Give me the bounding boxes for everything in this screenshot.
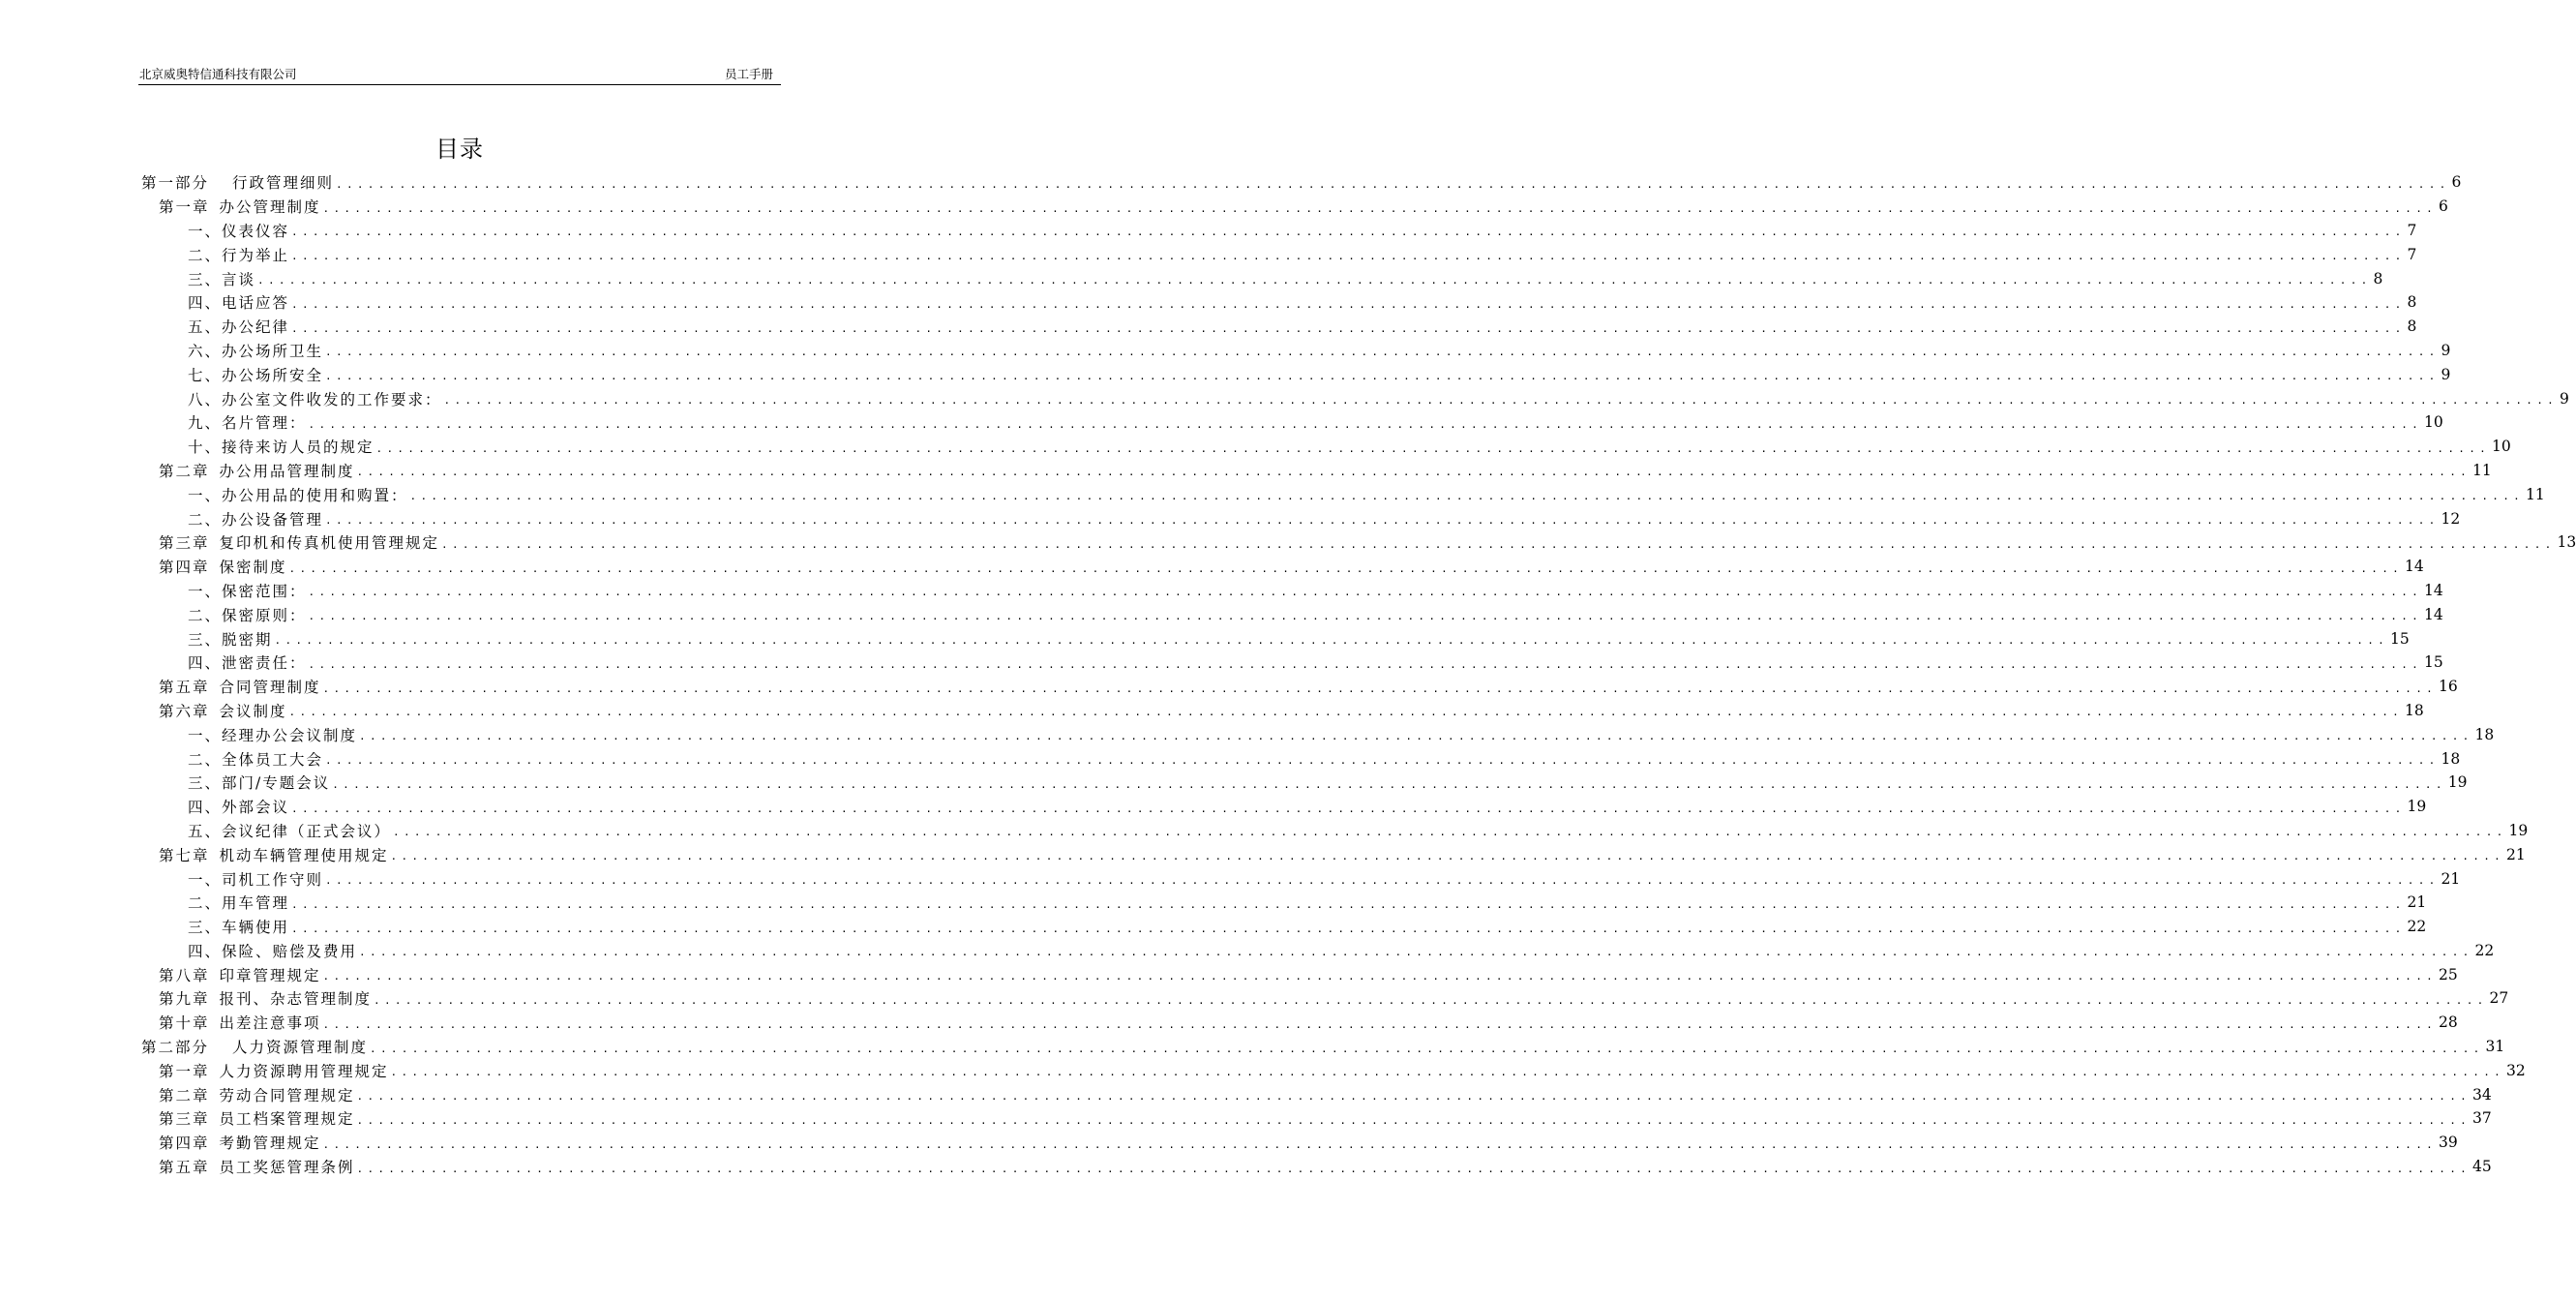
toc-entry-text: 出差注意事项: [219, 1014, 321, 1033]
toc-entry-label: [188, 364, 323, 385]
toc-entry-label: [188, 940, 357, 961]
toc-page-number: 37: [2472, 1109, 2492, 1128]
toc-entry-label: [188, 820, 391, 841]
toc-entry-number: 十、: [188, 439, 223, 457]
table-of-contents: [141, 170, 2576, 1178]
toc-entry-label: [188, 748, 323, 770]
toc-entry-label: [188, 868, 323, 890]
toc-leader-dots: ........................................................................................................................................................................................................: [325, 874, 2440, 887]
toc-entry-text: 机动车辆管理使用规定: [219, 846, 389, 864]
toc-entry[interactable]: [141, 242, 2417, 266]
toc-entry-number: 第二章: [159, 462, 210, 480]
toc-entry-text: 保密制度: [219, 559, 287, 577]
toc-leader-dots: ........................................................................................................................................................................................................: [308, 417, 2423, 431]
toc-leader-dots: ........................................................................................................................................................................................................: [288, 561, 2404, 575]
toc-entry-text: 脱密期: [222, 630, 273, 649]
toc-entry-label: [159, 531, 439, 553]
toc-entry-number: 二、: [188, 750, 223, 769]
toc-page-number: 8: [2407, 318, 2417, 336]
toc-entry-label: [141, 171, 334, 193]
toc-entry-label: [159, 460, 355, 481]
page-title: 目录: [435, 136, 484, 163]
toc-page-number: 7: [2407, 245, 2417, 263]
toc-entry[interactable]: [141, 891, 2427, 915]
toc-entry-number: 第二章: [159, 1086, 210, 1104]
toc-entry-label: [159, 1132, 321, 1153]
toc-entry-label: [159, 987, 372, 1009]
toc-entry-label: [188, 604, 307, 625]
toc-leader-dots: ........................................................................................................................................................................................................: [291, 321, 2406, 335]
toc-entry[interactable]: [141, 435, 2511, 459]
toc-entry-text: 人力资源管理制度: [232, 1039, 369, 1057]
toc-page-number: 13: [2557, 533, 2576, 552]
toc-page-number: 14: [2424, 581, 2443, 599]
toc-entry-text: 行为举止: [222, 246, 290, 264]
toc-entry[interactable]: [141, 386, 2569, 410]
toc-leader-dots: ........................................................................................................................................................................................................: [374, 993, 2488, 1007]
toc-entry-text: 报刊、杂志管理制度: [219, 990, 373, 1009]
toc-leader-dots: ........................................................................................................................................................................................................: [370, 1042, 2484, 1055]
toc-entry-number: 第一章: [159, 1062, 210, 1080]
toc-entry-label: [159, 1107, 355, 1129]
toc-entry-text: 部门/专题会议: [222, 774, 331, 793]
toc-leader-dots: ........................................................................................................................................................................................................: [443, 394, 2559, 408]
toc-entry-label: [141, 1036, 368, 1057]
toc-leader-dots: ........................................................................................................................................................................................................: [393, 826, 2507, 839]
toc-leader-dots: ........................................................................................................................................................................................................: [291, 297, 2406, 311]
toc-entry-label: [188, 411, 307, 433]
toc-page-number: 10: [2424, 413, 2443, 432]
toc-page-number: 18: [2441, 749, 2461, 768]
header-document-name: 员工手册: [724, 67, 773, 81]
toc-entry-label: [188, 388, 442, 409]
toc-page-number: 11: [2526, 485, 2545, 503]
toc-leader-dots: ........................................................................................................................................................................................................: [257, 274, 2372, 287]
toc-page-number: 19: [2447, 773, 2468, 792]
toc-entry-text: 办公用品的使用和购置：: [222, 486, 408, 504]
toc-entry-text: 车辆使用: [222, 919, 290, 937]
toc-entry[interactable]: [141, 722, 2495, 746]
toc-entry[interactable]: [141, 1155, 2492, 1179]
toc-leader-dots: ........................................................................................................................................................................................................: [322, 201, 2438, 215]
toc-entry-number: 八、: [188, 390, 223, 408]
toc-leader-dots: ........................................................................................................................................................................................................: [336, 177, 2450, 191]
toc-entry-text: 言谈: [222, 270, 256, 288]
toc-entry[interactable]: [141, 699, 2424, 723]
toc-entry-text: 办公纪律: [222, 318, 290, 337]
toc-page-number: 16: [2439, 678, 2458, 696]
toc-page-number: 15: [2424, 653, 2443, 672]
toc-entry-text: 复印机和传真机使用管理规定: [219, 534, 440, 553]
toc-entry-label: [159, 556, 287, 577]
toc-entry[interactable]: [141, 842, 2526, 866]
toc-entry-label: [188, 772, 330, 793]
toc-page-number: 6: [2439, 197, 2448, 216]
toc-entry-number: 第三章: [159, 534, 210, 553]
toc-entry-text: 保密原则：: [222, 606, 307, 624]
toc-entry-number: 二、: [188, 510, 223, 529]
toc-leader-dots: ........................................................................................................................................................................................................: [356, 1162, 2471, 1175]
toc-entry-label: [188, 220, 289, 241]
toc-entry[interactable]: [141, 1082, 2492, 1106]
toc-entry-text: 接待来访人员的规定: [222, 439, 374, 457]
toc-page-number: 32: [2506, 1061, 2526, 1079]
header-company-name: 北京威奥特信通科技有限公司: [139, 67, 297, 81]
toc-entry[interactable]: [141, 579, 2443, 603]
toc-entry[interactable]: [141, 819, 2529, 843]
toc-entry-number: 一、: [188, 582, 223, 600]
toc-entry-number: 七、: [188, 366, 223, 384]
toc-entry-text: 会议纪律（正式会议）: [222, 822, 392, 840]
toc-leader-dots: ........................................................................................................................................................................................................: [325, 370, 2440, 383]
toc-entry-number: 第六章: [159, 702, 210, 720]
toc-entry-number: 二、: [188, 894, 223, 913]
toc-entry-text: 员工档案管理规定: [219, 1110, 355, 1129]
toc-entry[interactable]: [141, 650, 2443, 675]
toc-leader-dots: ........................................................................................................................................................................................................: [291, 922, 2406, 935]
toc-entry[interactable]: [141, 219, 2417, 243]
toc-entry-number: 第二部分: [141, 1039, 210, 1057]
toc-entry[interactable]: [141, 1106, 2492, 1131]
toc-entry-text: 办公用品管理制度: [219, 462, 355, 480]
toc-entry[interactable]: [141, 315, 2417, 339]
toc-entry-text: 人力资源聘用管理规定: [219, 1062, 389, 1080]
toc-page-number: 21: [2441, 869, 2461, 888]
toc-entry-label: [159, 700, 287, 721]
toc-entry-number: 五、: [188, 318, 223, 337]
toc-leader-dots: ........................................................................................................................................................................................................: [322, 1137, 2438, 1151]
toc-entry[interactable]: [141, 410, 2443, 435]
toc-entry[interactable]: [141, 530, 2576, 555]
toc-entry[interactable]: [141, 1035, 2505, 1059]
toc-page-number: 22: [2474, 941, 2495, 959]
toc-leader-dots: ........................................................................................................................................................................................................: [322, 681, 2438, 695]
toc-entry-number: 三、: [188, 270, 223, 288]
toc-page-number: 19: [2508, 821, 2529, 839]
toc-entry-label: [188, 436, 374, 457]
toc-entry-text: 外部会议: [222, 799, 290, 817]
toc-entry-number: 一、: [188, 870, 223, 889]
toc-page-number: 18: [2474, 725, 2495, 743]
toc-page-number: 10: [2492, 438, 2511, 456]
toc-page-number: 21: [2506, 845, 2526, 863]
toc-entry-number: 三、: [188, 630, 223, 649]
toc-page-number: 39: [2439, 1134, 2458, 1152]
toc-entry-text: 办公场所安全: [222, 366, 324, 384]
toc-entry[interactable]: [141, 1058, 2526, 1082]
toc-entry-number: 三、: [188, 919, 223, 937]
toc-entry[interactable]: [141, 459, 2492, 483]
toc-entry-number: 一、: [188, 222, 223, 240]
toc-entry[interactable]: [141, 746, 2461, 771]
toc-entry-number: 第十章: [159, 1014, 210, 1033]
toc-entry-text: 办公室文件收发的工作要求：: [222, 390, 442, 408]
toc-entry-label: [188, 724, 357, 745]
toc-entry[interactable]: [141, 962, 2458, 986]
toc-entry[interactable]: [141, 1011, 2458, 1035]
toc-page-number: 14: [2424, 605, 2443, 623]
toc-entry[interactable]: [141, 195, 2448, 219]
toc-entry-number: 二、: [188, 606, 223, 624]
toc-entry[interactable]: [141, 626, 2410, 650]
toc-entry[interactable]: [141, 482, 2545, 506]
toc-entry-label: [188, 651, 307, 673]
toc-entry-number: 第七章: [159, 846, 210, 864]
toc-entry-number: 四、: [188, 799, 223, 817]
toc-page-number: 15: [2390, 629, 2410, 648]
toc-entry-text: 司机工作守则: [222, 870, 324, 889]
toc-entry[interactable]: [141, 675, 2458, 699]
toc-page-number: 7: [2407, 221, 2417, 239]
toc-leader-dots: ........................................................................................................................................................................................................: [441, 537, 2556, 551]
toc-entry-text: 经理办公会议制度: [222, 726, 358, 744]
toc-page-number: 19: [2407, 798, 2427, 816]
toc-entry-label: [188, 340, 323, 361]
toc-entry-number: 第九章: [159, 990, 210, 1009]
toc-page-number: 21: [2407, 893, 2427, 912]
toc-leader-dots: ........................................................................................................................................................................................................: [322, 970, 2438, 983]
toc-entry-text: 办公场所卫生: [222, 342, 324, 360]
toc-entry-number: 四、: [188, 294, 223, 313]
toc-entry[interactable]: [141, 339, 2451, 363]
toc-entry-label: [188, 508, 323, 529]
toc-page-number: 27: [2489, 989, 2509, 1008]
toc-entry-text: 会议制度: [219, 702, 287, 720]
toc-entry-label: [188, 484, 408, 505]
toc-entry-label: [159, 964, 321, 985]
toc-leader-dots: ........................................................................................................................................................................................................: [288, 706, 2404, 719]
toc-entry[interactable]: [141, 866, 2461, 891]
toc-entry-text: 全体员工大会: [222, 750, 324, 769]
toc-entry-label: [159, 676, 321, 697]
toc-leader-dots: ........................................................................................................................................................................................................: [308, 657, 2423, 671]
toc-entry-number: 二、: [188, 246, 223, 264]
toc-entry-number: 第一部分: [141, 174, 210, 193]
toc-entry-number: 九、: [188, 414, 223, 433]
toc-entry-label: [188, 316, 289, 337]
toc-entry-label: [159, 1156, 355, 1177]
toc-entry-text: 仪表仪容: [222, 222, 290, 240]
toc-entry-number: 六、: [188, 342, 223, 360]
toc-entry[interactable]: [141, 939, 2495, 963]
toc-entry-number: 第四章: [159, 1135, 210, 1153]
toc-page-number: 9: [2441, 341, 2451, 359]
toc-entry-number: 第一章: [159, 198, 210, 217]
toc-entry-text: 保密范围：: [222, 582, 307, 600]
toc-entry-text: 合同管理制度: [219, 679, 321, 697]
toc-leader-dots: ........................................................................................................................................................................................................: [325, 514, 2440, 528]
toc-entry-text: 行政管理细则: [232, 174, 335, 193]
toc-leader-dots: ........................................................................................................................................................................................................: [356, 1113, 2471, 1127]
toc-entry-text: 办公管理制度: [219, 198, 321, 217]
toc-entry-number: 第四章: [159, 559, 210, 577]
toc-leader-dots: ........................................................................................................................................................................................................: [390, 850, 2505, 863]
toc-entry-label: [159, 196, 321, 217]
toc-entry[interactable]: [141, 602, 2443, 626]
toc-leader-dots: ........................................................................................................................................................................................................: [356, 466, 2471, 479]
toc-entry-label: [159, 844, 389, 865]
toc-page-number: 34: [2472, 1085, 2492, 1104]
toc-entry-label: [188, 916, 289, 937]
toc-entry-number: 三、: [188, 774, 223, 793]
toc-page-number: 8: [2373, 269, 2383, 287]
toc-entry[interactable]: [141, 506, 2461, 530]
toc-leader-dots: ........................................................................................................................................................................................................: [390, 1066, 2505, 1079]
toc-entry-number: 四、: [188, 654, 223, 673]
toc-entry[interactable]: [141, 362, 2451, 386]
toc-page-number: 14: [2405, 558, 2424, 576]
toc-leader-dots: ........................................................................................................................................................................................................: [359, 946, 2473, 959]
toc-page-number: 9: [2560, 389, 2569, 408]
toc-entry-text: 印章管理规定: [219, 966, 321, 984]
toc-entry-text: 保险、赔偿及费用: [222, 942, 358, 960]
toc-entry-text: 员工奖惩管理条例: [219, 1159, 355, 1177]
toc-entry-label: [188, 291, 289, 313]
toc-leader-dots: ........................................................................................................................................................................................................: [308, 610, 2423, 623]
toc-entry-text: 办公设备管理: [222, 510, 324, 529]
toc-entry-text: 考勤管理规定: [219, 1135, 321, 1153]
toc-entry-text: 泄密责任：: [222, 654, 307, 673]
toc-page-number: 11: [2472, 461, 2492, 479]
toc-page-number: 9: [2441, 365, 2451, 383]
toc-entry-number: 五、: [188, 822, 223, 840]
toc-entry-label: [159, 1012, 321, 1033]
toc-entry[interactable]: [141, 290, 2417, 315]
toc-entry-number: 第八章: [159, 966, 210, 984]
toc-entry-label: [188, 268, 255, 289]
toc-entry-text: 用车管理: [222, 894, 290, 913]
toc-entry-number: 一、: [188, 726, 223, 744]
toc-entry[interactable]: [141, 771, 2468, 795]
toc-leader-dots: ........................................................................................................................................................................................................: [409, 490, 2525, 503]
toc-page-number: 31: [2485, 1038, 2505, 1056]
toc-entry-label: [188, 628, 273, 650]
toc-entry-number: 四、: [188, 942, 223, 960]
toc-entry-label: [188, 796, 289, 817]
toc-leader-dots: ........................................................................................................................................................................................................: [322, 1017, 2438, 1031]
toc-leader-dots: ........................................................................................................................................................................................................: [274, 634, 2389, 648]
toc-leader-dots: ........................................................................................................................................................................................................: [359, 730, 2473, 743]
toc-entry-number: 一、: [188, 486, 223, 504]
toc-page-number: 6: [2451, 173, 2462, 192]
toc-entry-number: 第三章: [159, 1110, 210, 1129]
toc-entry[interactable]: [141, 170, 2462, 195]
toc-entry-number: 第五章: [159, 1159, 210, 1177]
toc-leader-dots: ........................................................................................................................................................................................................: [325, 754, 2440, 768]
toc-entry-text: 电话应答: [222, 294, 290, 313]
toc-entry-text: 名片管理：: [222, 414, 307, 433]
toc-entry-label: [188, 244, 289, 265]
toc-leader-dots: ........................................................................................................................................................................................................: [325, 346, 2440, 359]
toc-leader-dots: ........................................................................................................................................................................................................: [291, 897, 2406, 911]
toc-entry[interactable]: [141, 986, 2509, 1011]
toc-leader-dots: ........................................................................................................................................................................................................: [308, 586, 2423, 599]
toc-page-number: 18: [2405, 701, 2424, 719]
toc-entry[interactable]: [141, 795, 2427, 819]
toc-leader-dots: ........................................................................................................................................................................................................: [291, 250, 2406, 263]
toc-entry-number: 第五章: [159, 679, 210, 697]
toc-entry[interactable]: [141, 915, 2427, 939]
page-header: [138, 64, 781, 85]
toc-page-number: 25: [2439, 965, 2458, 983]
toc-leader-dots: ........................................................................................................................................................................................................: [291, 802, 2406, 815]
toc-leader-dots: ........................................................................................................................................................................................................: [356, 1090, 2471, 1104]
toc-entry[interactable]: [141, 1131, 2458, 1155]
toc-entry[interactable]: [141, 266, 2383, 290]
toc-leader-dots: ........................................................................................................................................................................................................: [332, 777, 2446, 791]
toc-leader-dots: ........................................................................................................................................................................................................: [291, 226, 2406, 239]
toc-page-number: 45: [2472, 1158, 2492, 1176]
toc-entry-label: [159, 1084, 355, 1105]
toc-entry-label: [188, 892, 289, 913]
toc-page-number: 12: [2441, 509, 2461, 528]
toc-entry-text: 劳动合同管理规定: [219, 1086, 355, 1104]
toc-page-number: 22: [2407, 918, 2427, 936]
toc-page-number: 8: [2407, 293, 2417, 312]
toc-entry[interactable]: [141, 555, 2424, 579]
toc-leader-dots: ........................................................................................................................................................................................................: [375, 441, 2491, 455]
toc-entry-label: [188, 580, 307, 601]
toc-entry-label: [159, 1060, 389, 1081]
toc-page-number: 28: [2439, 1014, 2458, 1032]
